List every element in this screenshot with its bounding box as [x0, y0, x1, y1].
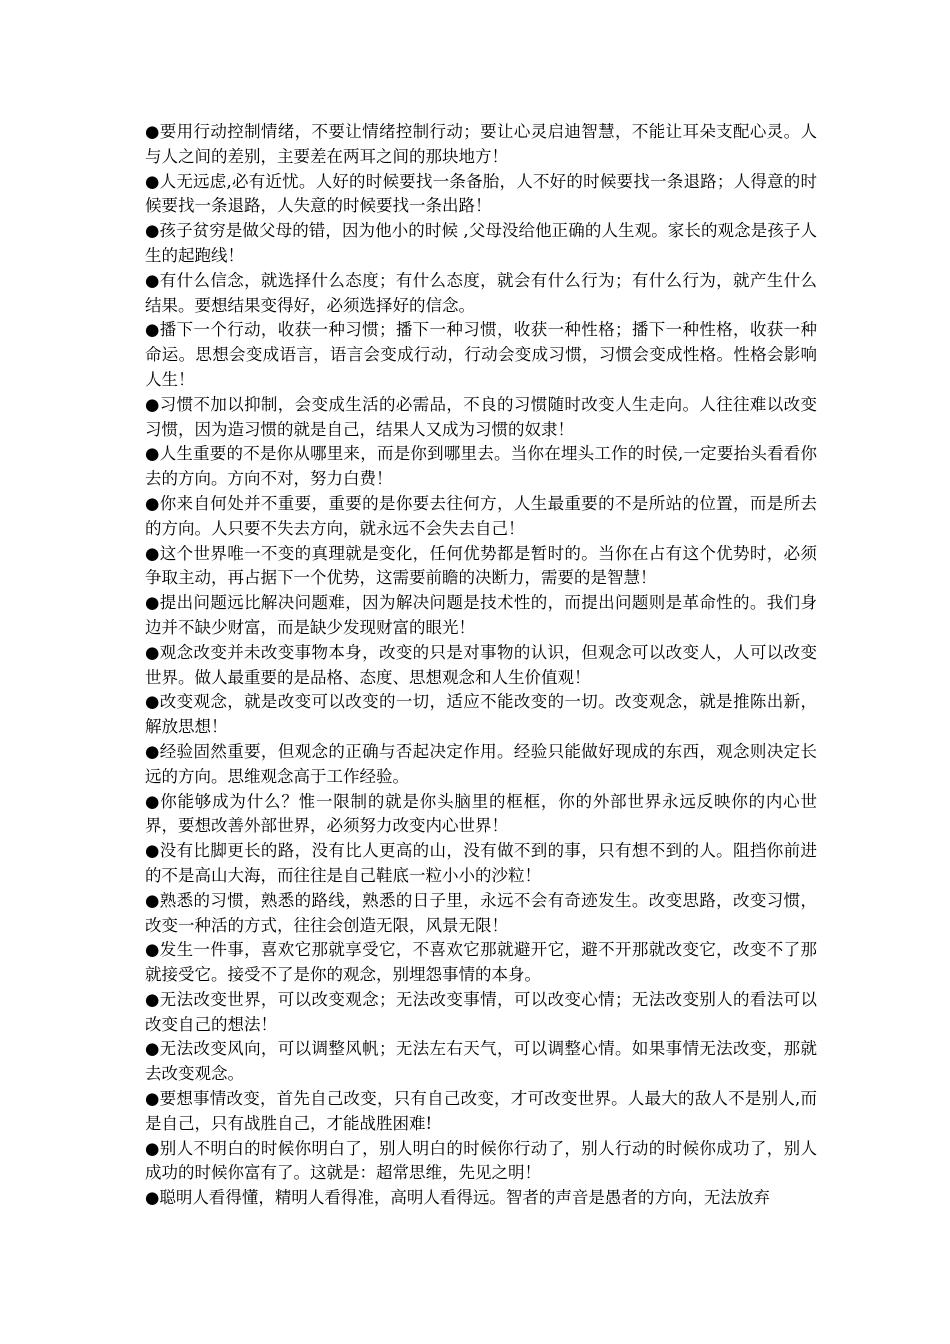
- paragraph: ●提出问题远比解决问题难，因为解决问题是技术性的，而提出问题则是革命性的。我们身边并不缺少财富，而是缺少发现财富的眼光！: [145, 593, 817, 637]
- paragraph: ●没有比脚更长的路，没有比人更高的山，没有做不到的事，只有想不到的人。阻挡你前进的不是高山大海，而往往是自己鞋底一粒小小的沙粒！: [145, 841, 817, 885]
- paragraph: ●你能够成为什么？惟一限制的就是你头脑里的框框，你的外部世界永远反映你的内心世界，要想改善外部世界，必须努力改变内心世界！: [145, 791, 817, 836]
- paragraph: ●聪明人看得懂，精明人看得准，高明人看得远。智者的声音是愚者的方向，无法放弃: [145, 1188, 770, 1208]
- paragraph: ●观念改变并未改变事物本身，改变的只是对事物的认识，但观念可以改变人，人可以改变世界。做人最重要的是品格、态度、思想观念和人生价值观！: [145, 642, 817, 687]
- paragraph: ●无法改变世界，可以改变观念；无法改变事情，可以改变心情；无法改变别人的看法可以改变自己的想法！: [145, 989, 817, 1034]
- paragraph: ●这个世界唯一不变的真理就是变化，任何优势都是暂时的。当你在占有这个优势时，必须争取主动，再占据下一个优势，这需要前瞻的决断力，需要的是智慧！: [145, 543, 817, 588]
- document-body: [145, 120, 817, 1211]
- paragraph: ●别人不明白的时候你明白了，别人明白的时候你行动了，别人行动的时候你成功了，别人成功的时候你富有了。这就是：超常思维，先见之明！: [145, 1138, 817, 1183]
- paragraph: ●要用行动控制情绪，不要让情绪控制行动；要让心灵启迪智慧，不能让耳朵支配心灵。人与人之间的差别，主要差在两耳之间的那块地方！: [145, 122, 817, 166]
- paragraph: ●你来自何处并不重要，重要的是你要去往何方，人生最重要的不是所站的位置，而是所去的方向。人只要不失去方向，就永远不会失去自己！: [145, 493, 817, 538]
- paragraph: ●播下一个行动，收获一种习惯；播下一种习惯，收获一种性格；播下一种性格，收获一种命运。思想会变成语言，语言会变成行动，行动会变成习惯，习惯会变成性格。性格会影响人生！: [145, 320, 817, 389]
- paragraph: ●无法改变风向，可以调整风帆；无法左右天气，可以调整心情。如果事情无法改变，那就去改变观念。: [145, 1039, 817, 1084]
- paragraph: ●熟悉的习惯，熟悉的路线，熟悉的日子里，永远不会有奇迹发生。改变思路，改变习惯，改变一种活的方式，往往会创造无限，风景无限！: [145, 890, 817, 935]
- paragraph: ●人无远虑,必有近忧。人好的时候要找一条备胎，人不好的时候要找一条退路；人得意的时候要找一条退路，人失意的时候要找一条出路！: [145, 171, 817, 216]
- paragraph: ●习惯不加以抑制，会变成生活的必需品，不良的习惯随时改变人生走向。人往往难以改变习惯，因为造习惯的就是自己，结果人又成为习惯的奴隶！: [145, 394, 817, 439]
- paragraph: ●改变观念，就是改变可以改变的一切，适应不能改变的一切。改变观念，就是推陈出新，解放思想！: [145, 692, 817, 737]
- paragraph: ●有什么信念，就选择什么态度；有什么态度，就会有什么行为；有什么行为，就产生什么结果。要想结果变得好，必须选择好的信念。: [145, 270, 817, 315]
- paragraph: ●要想事情改变，首先自己改变，只有自己改变，才可改变世界。人最大的敌人不是别人,而是自己，只有战胜自己，才能战胜困难!: [145, 1089, 817, 1133]
- paragraph: ●孩子贫穷是做父母的错，因为他小的时候 ,父母没给他正确的人生观。家长的观念是孩子人生的起跑线！: [145, 221, 817, 265]
- paragraph: ●人生重要的不是你从哪里来，而是你到哪里去。当你在埋头工作的时侯,一定要抬头看看你去的方向。方向不对，努力白费！: [145, 444, 817, 489]
- paragraph: ●经验固然重要，但观念的正确与否起决定作用。经验只能做好现成的东西，观念则决定长远的方向。思维观念高于工作经验。: [145, 741, 817, 786]
- paragraph: ●发生一件事，喜欢它那就享受它，不喜欢它那就避开它，避不开那就改变它，改变不了那就接受它。接受不了是你的观念，别埋怨事情的本身。: [145, 940, 817, 985]
